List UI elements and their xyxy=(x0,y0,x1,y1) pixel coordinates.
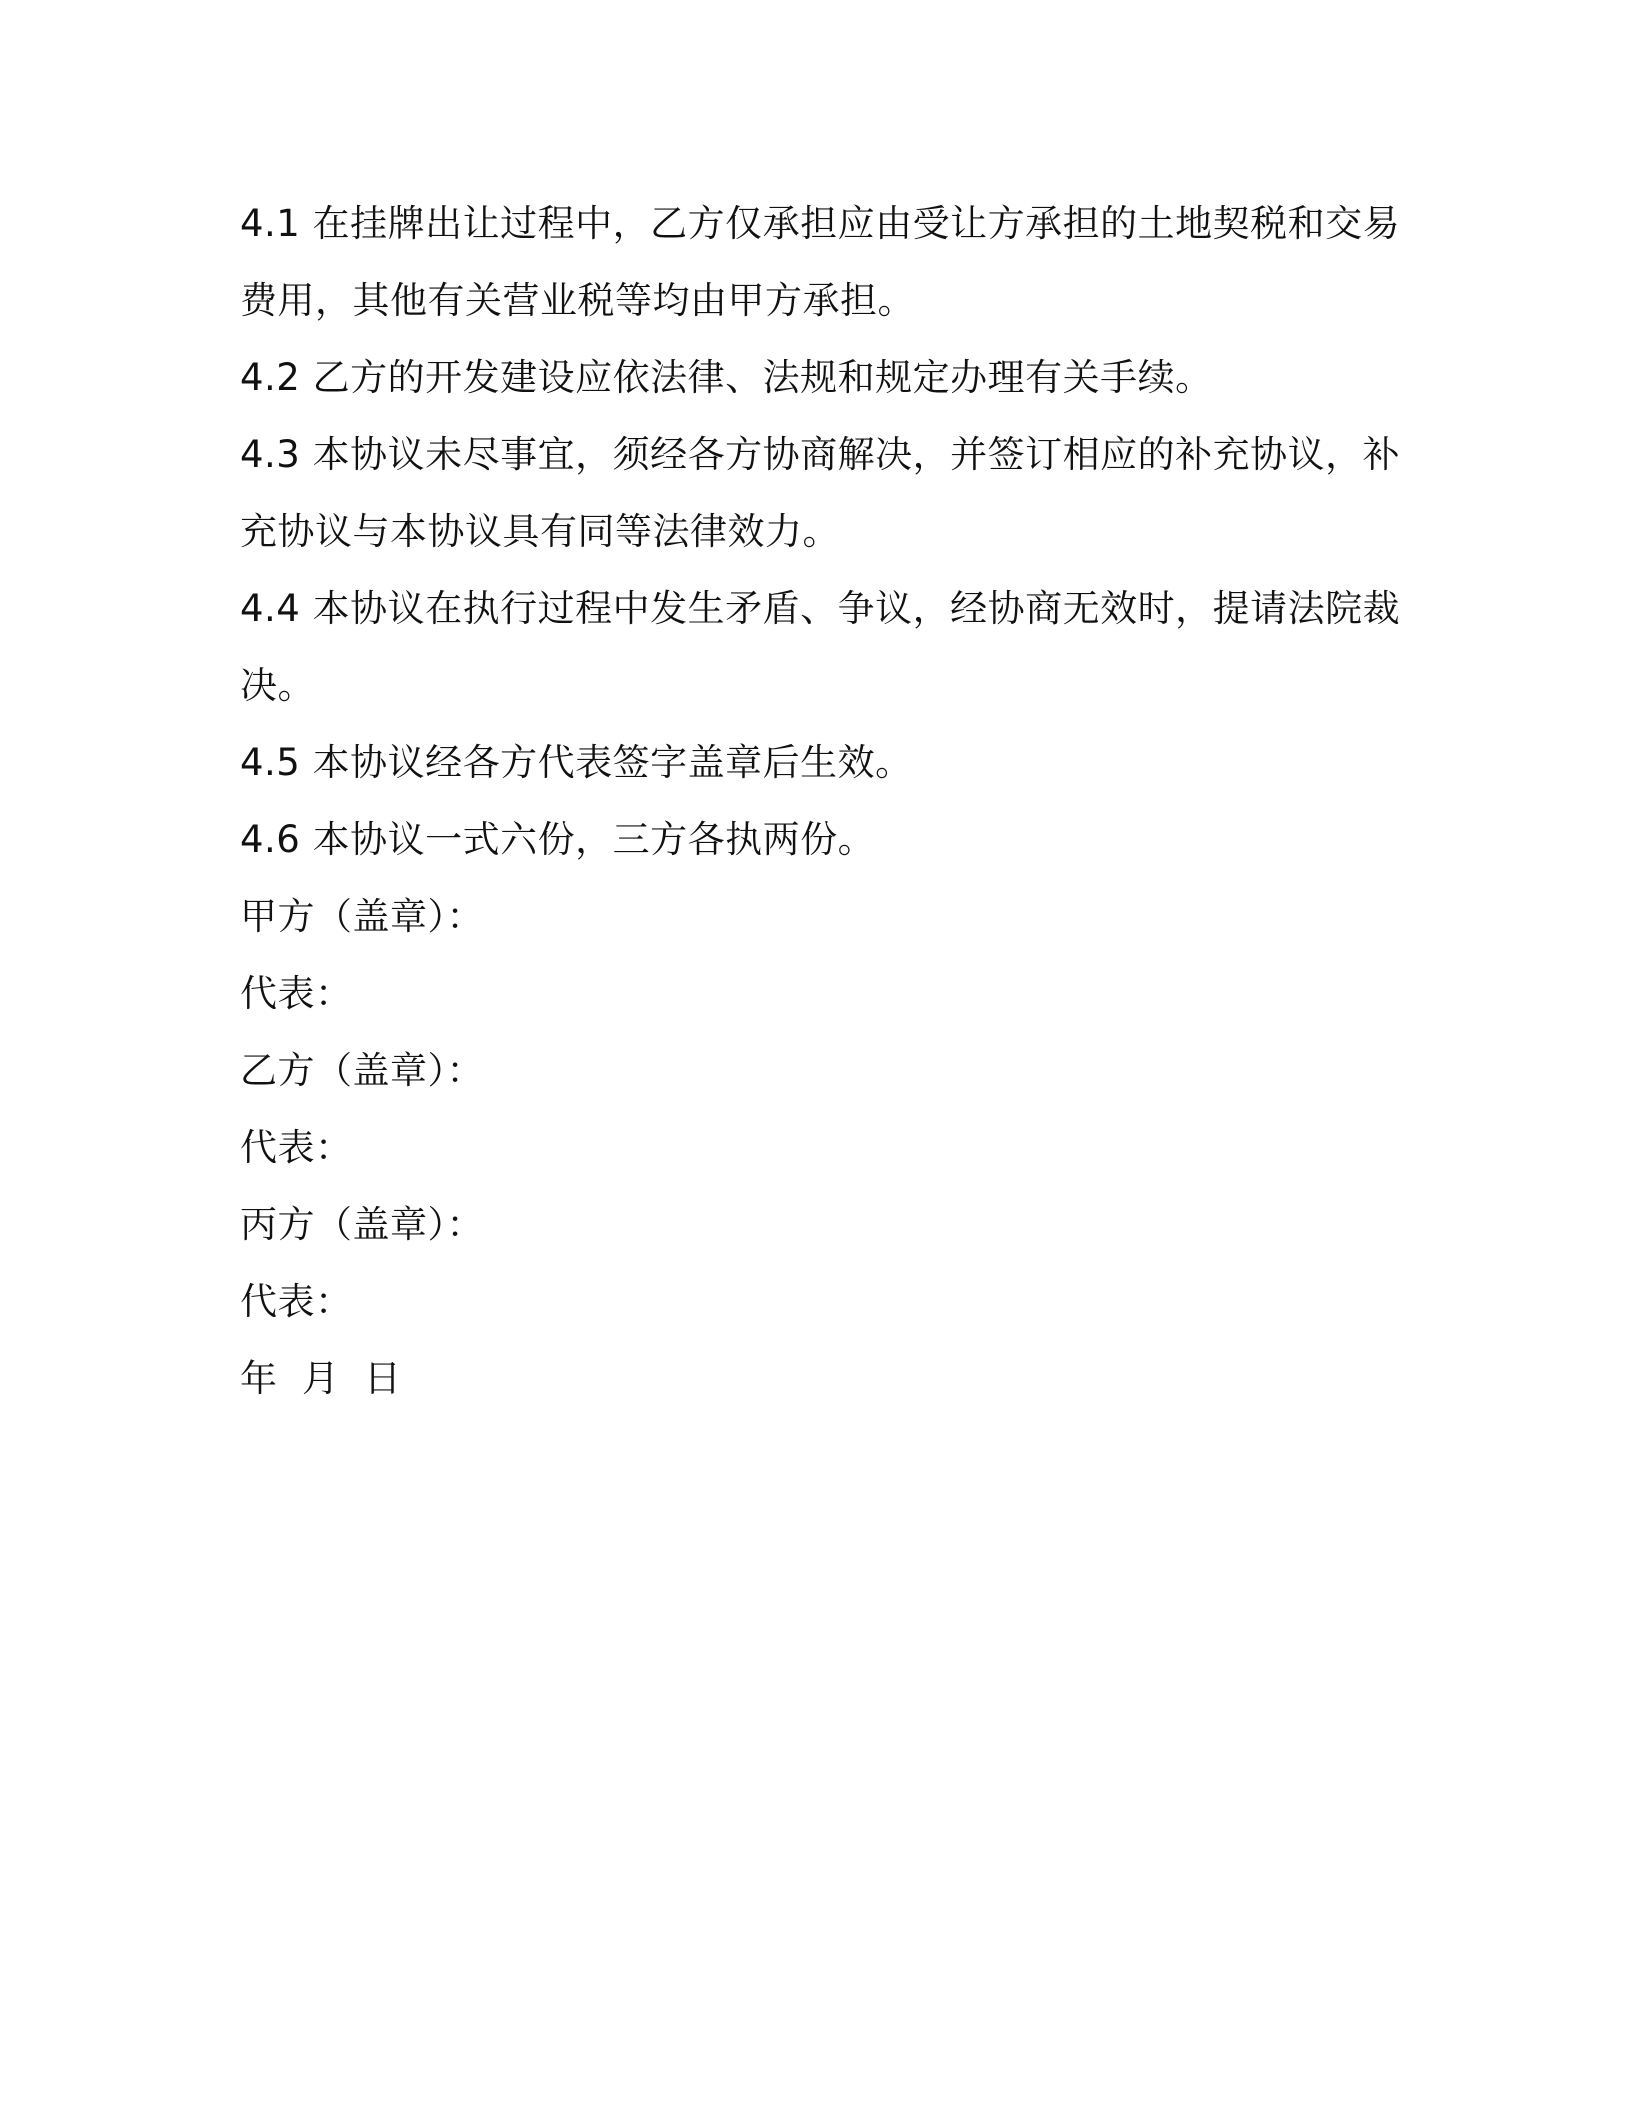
clause-4-4-line-1: 4.4 本协议在执行过程中发生矛盾、争议，经协商无效时，提请法院裁 xyxy=(240,587,1401,630)
clause-4-4-line-2: 决。 xyxy=(240,664,315,707)
clause-4-2-line-1: 4.2 乙方的开发建设应依法律、法规和规定办理有关手续。 xyxy=(240,356,1213,399)
party-a-representative-label: 代表： xyxy=(240,972,353,1015)
clause-4-6-line-1: 4.6 本协议一式六份，三方各执两份。 xyxy=(240,818,876,861)
party-b-seal-label: 乙方（盖章）： xyxy=(240,1049,484,1092)
party-b-representative-label: 代表： xyxy=(240,1126,353,1169)
clause-4-1-line-2: 费用，其他有关营业税等均由甲方承担。 xyxy=(240,279,915,322)
clause-4-3-line-1: 4.3 本协议未尽事宜，须经各方协商解决，并签订相应的补充协议，补 xyxy=(240,433,1401,476)
clause-4-1-line-1: 4.1 在挂牌出让过程中，乙方仅承担应由受让方承担的土地契税和交易 xyxy=(240,202,1401,245)
party-c-representative-label: 代表： xyxy=(240,1280,353,1323)
document-body xyxy=(240,185,1401,1417)
party-c-seal-label: 丙方（盖章）： xyxy=(240,1203,484,1246)
party-a-seal-label: 甲方（盖章）： xyxy=(240,895,484,938)
signing-date-label: 年 月 日 xyxy=(240,1357,402,1400)
clause-4-5-line-1: 4.5 本协议经各方代表签字盖章后生效。 xyxy=(240,741,913,784)
clause-4-3-line-2: 充协议与本协议具有同等法律效力。 xyxy=(240,510,840,553)
